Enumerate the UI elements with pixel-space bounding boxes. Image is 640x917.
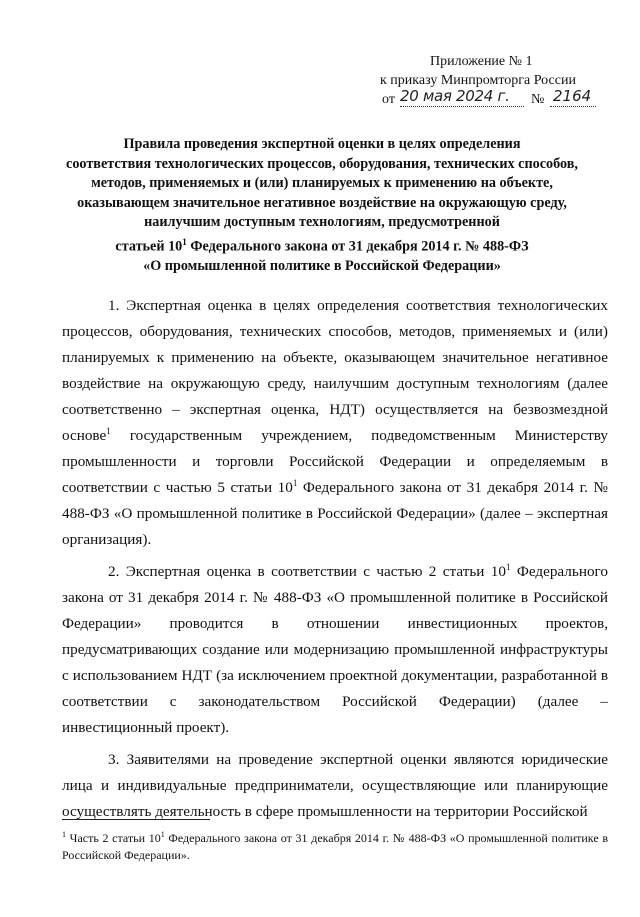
footnote-text: Федерального закона от 31 декабря 2014 г. № 488-ФЗ «О промышленной политике в Российской Федерации». (62, 831, 609, 862)
document-body (62, 293, 608, 831)
paragraph-text: Федерального закона от 31 декабря 2014 г. № 488-ФЗ «О промышленной политике в Российской Федерации» (далее – экспертная организация). (62, 479, 608, 548)
title-line: соответствия технологических процессов, оборудования, технических способов, (66, 155, 578, 172)
superscript: 1 (160, 830, 165, 839)
title-text: Федерального закона от 31 декабря 2014 г. № 488-ФЗ (186, 238, 529, 255)
title-superscript: 1 (182, 236, 187, 247)
paragraph-2 (62, 559, 608, 741)
paragraph-1 (62, 293, 608, 553)
footnote (62, 826, 608, 864)
title-line (40, 233, 604, 257)
title-text: статьей 10 (115, 238, 183, 255)
number-underline (550, 106, 596, 107)
appendix-date-number-line (380, 87, 610, 110)
footnote-reference: 1 (106, 425, 111, 436)
order-number-label: № (531, 92, 545, 107)
handwritten-date: 20 мая 2024 г. (400, 87, 510, 105)
title-line: наилучшим доступным технологиям, предусмотренной (144, 214, 500, 230)
footnote-marker: 1 (62, 830, 66, 839)
paragraph-3: 3. Заявителями на проведение экспертной оценки являются юридические лица и индивидуальные предприниматели, осуществляющие или планирующие осуществлять деятельность в сфере промышленности на территории Российской (62, 751, 608, 820)
handwritten-order-number: 2164 (553, 87, 592, 105)
title-line: методов, применяемых и (или) планируемых к применению на объекте, (91, 175, 553, 191)
footnote-text: Часть 2 статьи 10 (66, 831, 161, 845)
date-underline (400, 106, 524, 107)
title-line: «О промышленной политике в Российской Федерации» (143, 257, 501, 274)
appendix-header (380, 52, 610, 110)
superscript: 1 (292, 477, 298, 488)
title-line: оказывающем значительное негативное воздействие на окружающую среду, (77, 194, 567, 211)
superscript: 1 (505, 561, 511, 572)
paragraph-text: 2. Экспертная оценка в соответствии с частью 2 статьи 10 (108, 563, 506, 580)
appendix-order-reference: к приказу Минпромторга России (380, 73, 576, 88)
paragraph-text: Федерального закона от 31 декабря 2014 г. № 488-ФЗ «О промышленной политике в Российской Федерации» проводится в отношении инвестиционных проектов, предусматривающих создание или модернизацию промышленной инфраструктуры с использованием НДТ (за исключением проектной документации, разработанной в соответствии с законодательством Российской Федерации) (далее – инвестиционный проект). (62, 563, 608, 736)
footnote-separator (62, 819, 210, 820)
title-line: Правила проведения экспертной оценки в целях определения (123, 136, 521, 152)
paragraph-text: 1. Экспертная оценка в целях определения соответствия технологических процессов, оборудования, технических способов, методов, применяемых и (или) планируемых к применению на объекте, оказывающем значительное негативное воздействие на окружающую среду, наилучшим доступным технологиям (далее соответственно – экспертная оценка, НДТ) осуществляется на безвозмездной основе (62, 297, 608, 444)
appendix-title: Приложение № 1 (430, 54, 533, 69)
date-from-label: от (382, 92, 395, 107)
paragraph-text: государственным учреждением, подведомственным Министерству промышленности и торговли Российской Федерации и определяемым в соответствии с частью 5 статьи 10 (62, 427, 608, 496)
document-title (40, 135, 604, 276)
